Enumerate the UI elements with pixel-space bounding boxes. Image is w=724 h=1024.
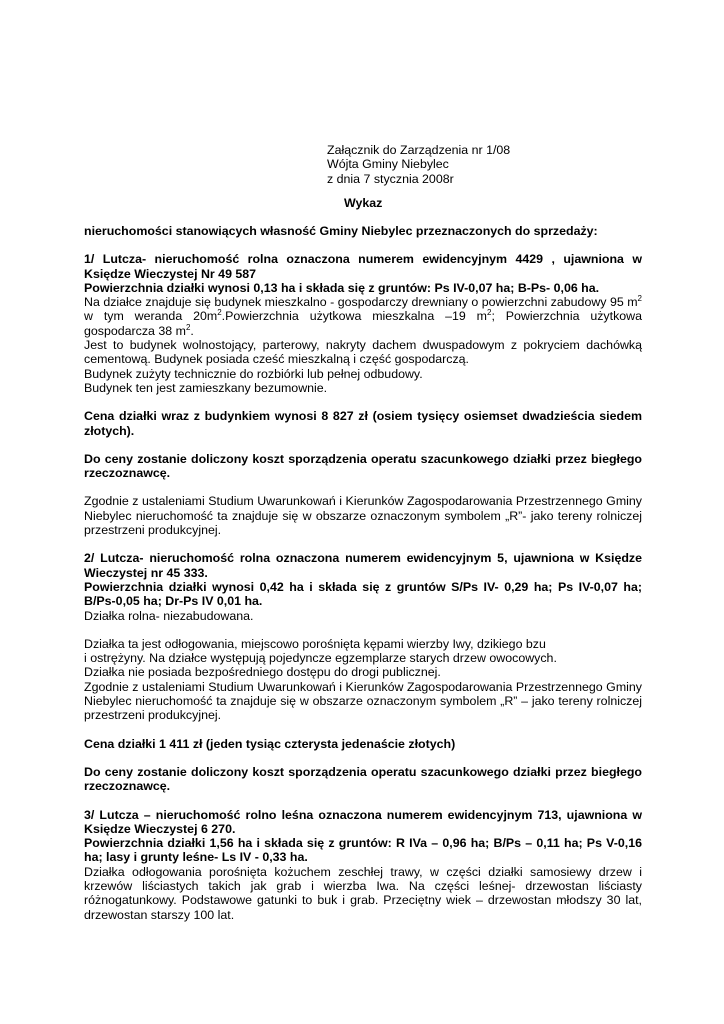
- section2-access: Działka nie posiada bezpośredniego dostępu do drogi publicznej.: [84, 665, 441, 680]
- section1-area: Powierzchnia działki wynosi 0,13 ha i składa się z gruntów: Ps IV-0,07 ha; B-Ps- 0,06 ha.: [84, 280, 600, 295]
- section2-land-type: Działka rolna- niezabudowana.: [84, 608, 254, 623]
- header-date-line: z dnia 7 stycznia 2008r: [327, 171, 454, 186]
- section2-study-note: Zgodnie z ustaleniami Studium Uwarunkowań i Kierunków Zagospodarowania Przestrzennego Gminy Niebylec nieruchomość ta znajduje się w obszarze oznaczonym symbolem „R” – jako tereny rolniczej przestrzeni produkcyjnej.: [84, 679, 642, 723]
- header-attachment-line: Załącznik do Zarządzenia nr 1/08: [327, 143, 511, 157]
- section3-area: Powierzchnia działki 1,56 ha i składa się z gruntów: R IVa – 0,96 ha; B/Ps – 0,11 ha; Ps V-0,16 ha; lasy i grunty leśne- Ls IV - 0,33 ha.: [84, 836, 642, 865]
- section2-heading: 2/ Lutcza- nieruchomość rolna oznaczona numerem ewidencyjnym 5, ujawniona w Księdze Wieczystej nr 45 333.: [84, 551, 642, 580]
- header-authority-line: Wójta Gminy Niebylec: [327, 157, 449, 172]
- section2-price: Cena działki 1 411 zł (jeden tysiąc czterysta jedenaście złotych): [84, 736, 456, 751]
- section2-desc-1: Działka ta jest odłogowania, miejscowo porośnięta kępami wierzby Iwy, dzikiego bzu: [84, 636, 546, 651]
- document-header: [327, 143, 627, 186]
- section1-description: Na działce znajduje się budynek mieszkalno - gospodarczy drewniany o powierzchni zabudowy 95 $m^2$ w tym weranda $20m^2.Powierzchnia$ użytkowa mieszkalna –19 $m^2$; Powierzchnia użytkowa gospodarcza 38 $m^2$.: [84, 294, 642, 338]
- section1-cost-note: Do ceny zostanie doliczony koszt sporządzenia operatu szacunkowego działki przez biegłego rzeczoznawcę.: [84, 451, 642, 481]
- section1-building-desc: Jest to budynek wolnostojący, parterowy, nakryty dachem dwuspadowym z pokryciem dachówką cementową. Budynek posiada cześć mieszkalną i część gospodarczą.: [84, 338, 642, 367]
- section3-description: Działka odłogowania porośnięta kożuchem zeschłej trawy, w części działki samosiewy drzew i krzewów liściastych takich jak grab i wierzba Iwa. Na części leśnej- drzewostan liściasty różnogatunkowy. Podstawowe gatunki to buk i grab. Przeciętny wiek – drzewostan młodszy 30 lat, drzewostan starszy 100 lat.: [84, 864, 642, 922]
- section2-desc-2: i ostrężyny. Na działce występują pojedyncze egzemplarze starych drzew owocowych.: [84, 651, 557, 666]
- section3-heading: 3/ Lutcza – nieruchomość rolno leśna oznaczona numerem ewidencyjnym 713, ujawniona w Księdze Wieczystej 6 270.: [84, 807, 642, 836]
- document-title: Wykaz: [344, 196, 383, 210]
- section1-price: Cena działki wraz z budynkiem wynosi 8 827 zł (osiem tysięcy osiemset dwadzieścia siedem złotych).: [84, 409, 642, 438]
- document-subtitle: nieruchomości stanowiących własność Gminy Niebylec przeznaczonych do sprzedaży:: [84, 224, 598, 238]
- document-body: [84, 224, 642, 922]
- section1-building-condition: Budynek zużyty technicznie do rozbiórki lub pełnej odbudowy.: [84, 366, 423, 381]
- section2-cost-note: Do ceny zostanie doliczony koszt sporządzenia operatu szacunkowego działki przez biegłego rzeczoznawcę.: [84, 764, 642, 794]
- section1-occupancy: Budynek ten jest zamieszkany bezumownie.: [84, 380, 328, 395]
- section1-study-note: Zgodnie z ustaleniami Studium Uwarunkowań i Kierunków Zagospodarowania Przestrzennego Gminy Niebylec nieruchomość ta znajduje się w obszarze oznaczonym symbolem „R”- jako tereny rolniczej przestrzeni produkcyjnej.: [84, 494, 642, 538]
- section1-heading: 1/ Lutcza- nieruchomość rolna oznaczona numerem ewidencyjnym 4429 , ujawniona w Księdze Wieczystej Nr 49 587: [84, 252, 642, 281]
- section2-area: Powierzchnia działki wynosi 0,42 ha i składa się z gruntów S/Ps IV- 0,29 ha; Ps IV-0,07 ha; B/Ps-0,05 ha; Dr-Ps IV 0,01 ha.: [84, 579, 642, 609]
